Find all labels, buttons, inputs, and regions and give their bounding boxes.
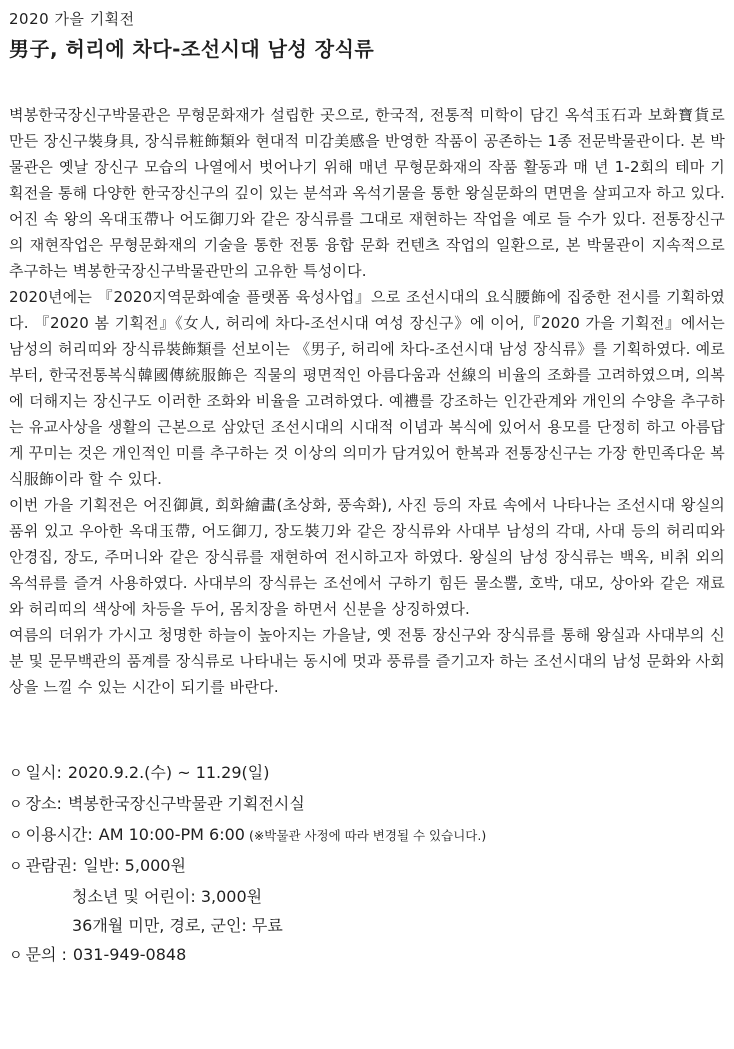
- hours-note: (※박물관 사정에 따라 변경될 수 있습니다.): [248, 828, 487, 843]
- hours-value: AM 10:00-PM 6:00: [98, 825, 245, 844]
- info-contact-row: [9, 940, 725, 971]
- page-title: 男子, 허리에 차다-조선시대 남성 장식류: [9, 37, 375, 61]
- bullet-icon: ㅇ: [9, 766, 23, 782]
- body-text: [9, 102, 725, 700]
- ticket-youth-row: 청소년 및 어린이: 3,000원: [72, 887, 263, 906]
- closing-paragraph: 여름의 더위가 가시고 청명한 하늘이 높아지는 가을날, 옛 전통 장신구와 장식류를 통해 왕실과 사대부의 신분 및 문무백관의 품계를 장식류로 나타내는 동시에 멋과 풍류를 즐기고자 하는 조선시대의 남성 문화와 사회상을 느낄 수 있는 시간이 되기를 바란다.: [9, 626, 725, 696]
- info-date-row: [9, 758, 725, 789]
- date-value: 2020.9.2.(수) ~ 11.29(일): [67, 763, 270, 782]
- place-label: 장소:: [25, 794, 62, 813]
- contact-label: 문의 :: [25, 945, 67, 964]
- hours-label: 이용시간:: [25, 825, 93, 844]
- date-label: 일시:: [25, 763, 62, 782]
- ticket-label: 관람권:: [25, 856, 78, 875]
- exhibition-series-label: 2020 가을 기획전: [9, 10, 135, 28]
- info-place-row: [9, 789, 725, 820]
- ticket-free-row: 36개월 미만, 경로, 군인: 무료: [72, 916, 283, 935]
- info-ticket-row: [9, 851, 725, 882]
- exhibition-info-list: [9, 758, 725, 971]
- bullet-icon: ㅇ: [9, 948, 23, 964]
- intro-paragraph: 벽봉한국장신구박물관은 무형문화재가 설립한 곳으로, 한국적, 전통적 미학이 담긴 옥석玉石과 보화寶貨로 만든 장신구裝身具, 장식류粧飾類와 현대적 미감美感을 반영한 작품이 공존하는 1종 전문박물관이다. 본 박물관은 옛날 장신구 모습의 나열에서 벗어나기 위해 매년 무형문화재의 작품 활동과 매 년 1-2회의 테마 기획전을 통해 다양한 한국장신구의 깊이 있는 분석과 옥석기물을 통한 왕실문화의 면면을 살피고자 하고 있다. 어진 속 왕의 옥대玉帶나 어도御刀와 같은 장식류를 그대로 재현하는 작업을 예로 들 수가 있다. 전통장신구의 재현작업은 무형문화재의 기술을 통한 전통 융합 문화 컨텐츠 작업의 일환으로, 본 박물관이 지속적으로 추구하는 벽봉한국장신구박물관만의 고유한 특성이다.: [9, 106, 725, 280]
- info-hours-row: [9, 820, 725, 851]
- bullet-icon: ㅇ: [9, 797, 23, 813]
- place-value: 벽봉한국장신구박물관 기획전시실: [67, 794, 305, 813]
- contact-phone-number: 031-949-0848: [72, 945, 187, 964]
- exhibition-background-paragraph: 2020년에는 『2020지역문화예술 플랫폼 육성사업』으로 조선시대의 요식腰飾에 집중한 전시를 기획하였다. 『2020 봄 기획전』《女人, 허리에 차다-조선시대 여성 장신구》에 이어,『2020 가을 기획전』에서는 남성의 허리띠와 장식류裝飾類를 선보이는 《男子, 허리에 차다-조선시대 남성 장식류》를 기획하였다. 예로부터, 한국전통복식韓國傳統服飾은 직물의 평면적인 아름다움과 선線의 비율의 조화를 고려하였으며, 의복에 더해지는 장신구도 이러한 조화와 비율을 고려하였다. 예禮를 강조하는 인간관계와 개인의 수양을 추구하는 유교사상을 생활의 근본으로 삼았던 조선시대의 시대적 이념과 복식에 있어서 용모를 단정히 하고 아름답게 꾸미는 것은 개인적인 미를 추구하는 것 이상의 의미가 담겨있어 한복과 전통장신구는 가장 한민족다운 복식服飾이라 할 수 있다.: [9, 288, 725, 488]
- exhibition-content-paragraph: 이번 가을 기획전은 어진御眞, 회화繪畵(초상화, 풍속화), 사진 등의 자료 속에서 나타나는 조선시대 왕실의 품위 있고 우아한 옥대玉帶, 어도御刀, 장도裝刀와 같은 장식류와 사대부 남성의 각대, 사대 등의 허리띠와 안경집, 장도, 주머니와 같은 장식류를 재현하여 전시하고자 하였다. 왕실의 남성 장식류는 백옥, 비취 외의 옥석류를 즐겨 사용하였다. 사대부의 장식류는 조선에서 구하기 힘든 물소뿔, 호박, 대모, 상아와 같은 재료와 허리띠의 색상에 차등을 두어, 몸치장을 하면서 신분을 상징하였다.: [9, 496, 725, 618]
- bullet-icon: ㅇ: [9, 859, 23, 875]
- ticket-general-value: 일반: 5,000원: [83, 856, 186, 875]
- bullet-icon: ㅇ: [9, 828, 23, 844]
